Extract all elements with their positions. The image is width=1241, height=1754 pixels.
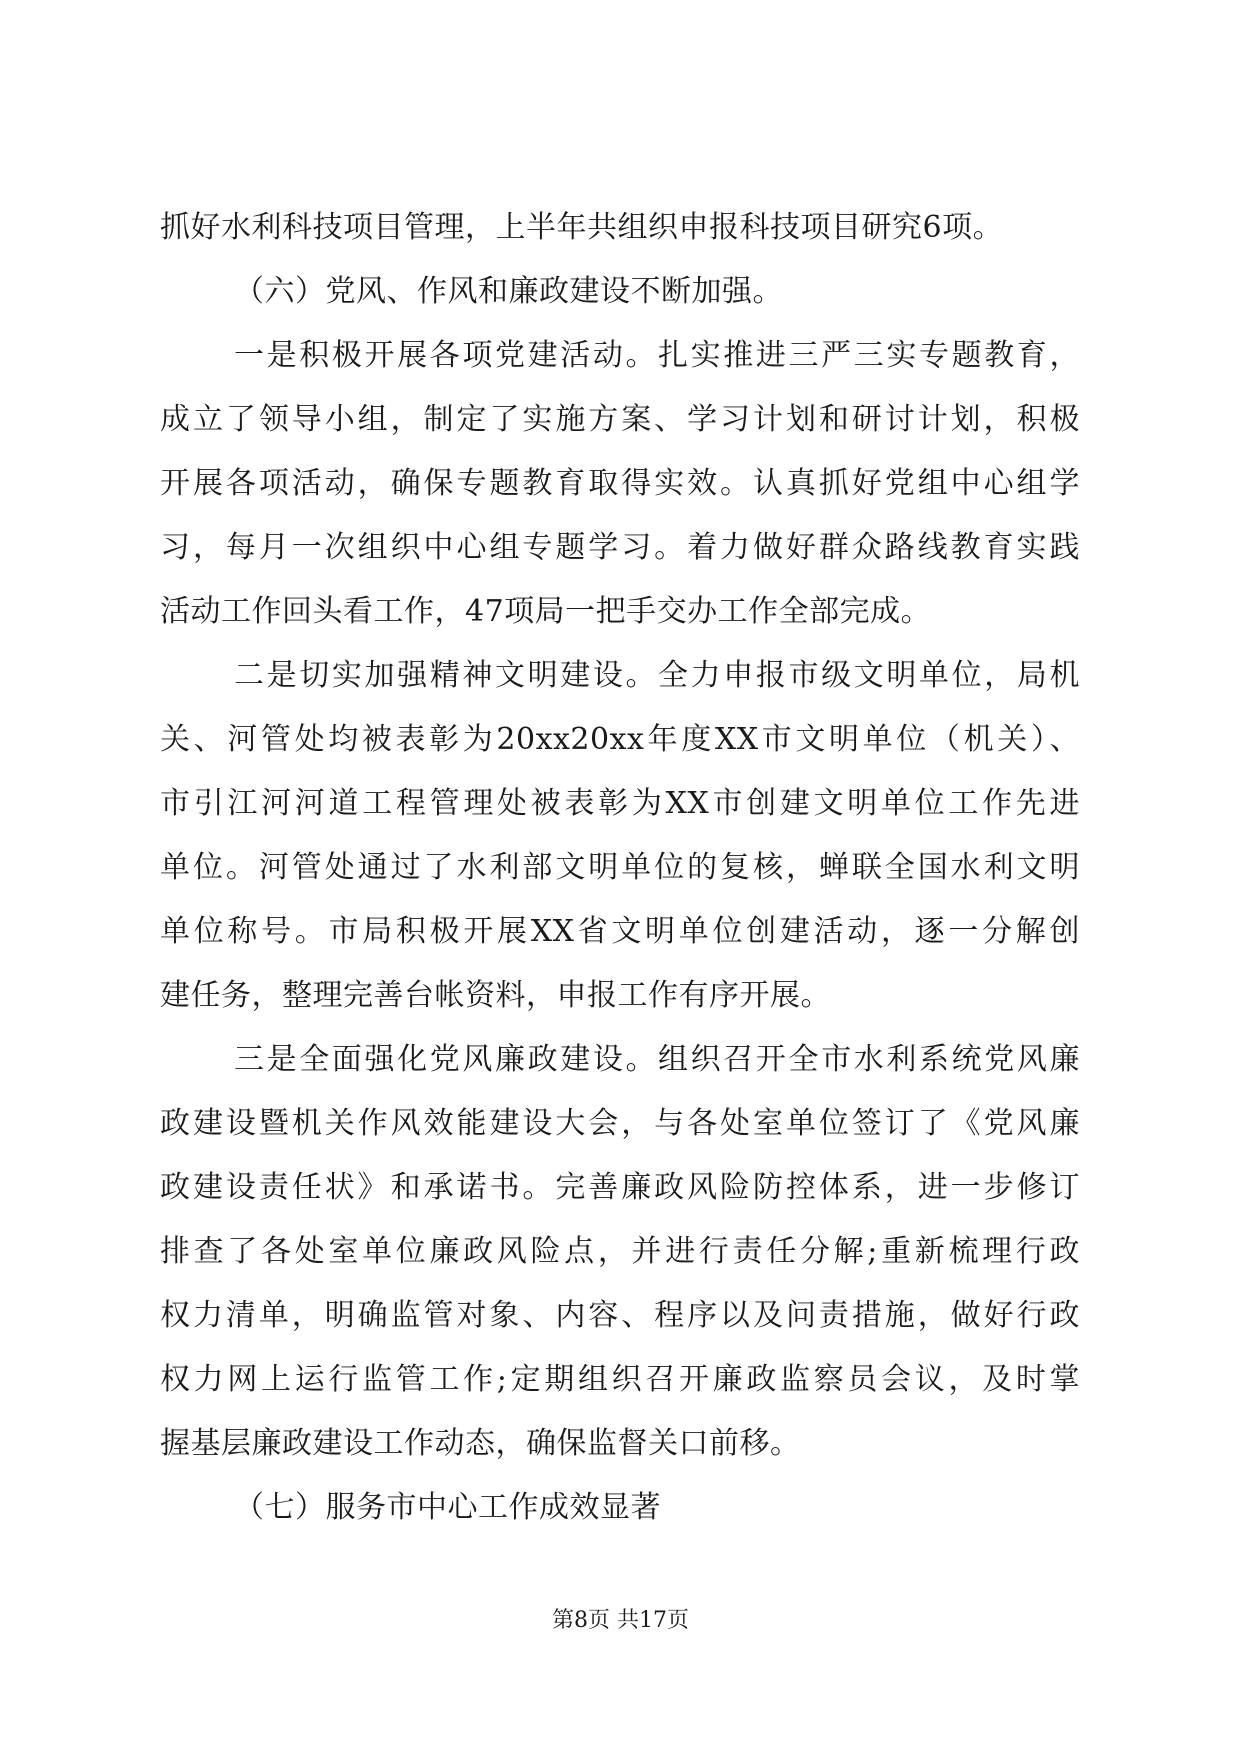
body-text [160,196,1080,1540]
paragraph-line: 单位称号。市局积极开展XX省文明单位创建活动，逐一分解创 [160,914,1080,949]
section-heading-7: （七）服务市中心工作成效显著 [234,1490,661,1525]
paragraph-line: 习，每月一次组织中心组专题学习。着力做好群众路线教育实践 [160,530,1080,565]
paragraph-line: 一是积极开展各项党建活动。扎实推进三严三实专题教育， [234,338,1080,373]
paragraph-line: 三是全面强化党风廉政建设。组织召开全市水利系统党风廉 [234,1042,1080,1077]
paragraph-line: 权力清单，明确监管对象、内容、程序以及问责措施，做好行政 [160,1298,1080,1333]
paragraph-line: 二是切实加强精神文明建设。全力申报市级文明单位，局机 [234,658,1080,693]
paragraph-line: 握基层廉政建设工作动态，确保监督关口前移。 [160,1426,801,1461]
paragraph-line: 权力网上运行监管工作;定期组织召开廉政监察员会议，及时掌 [160,1362,1080,1397]
page-number-footer: 第8页 共17页 [552,1608,689,1633]
paragraph-line: 政建设责任状》和承诺书。完善廉政风险防控体系，进一步修订 [160,1170,1080,1205]
paragraph-line: 成立了领导小组，制定了实施方案、学习计划和研讨计划，积极 [160,402,1080,437]
paragraph-line: 建任务，整理完善台帐资料，申报工作有序开展。 [160,978,831,1013]
paragraph-line: 关、河管处均被表彰为20xx20xx年度XX市文明单位（机关）、 [160,722,1080,757]
paragraph-line: 抓好水利科技项目管理，上半年共组织申报科技项目研究6项。 [160,210,1004,245]
paragraph-line: 政建设暨机关作风效能建设大会，与各处室单位签订了《党风廉 [160,1106,1080,1141]
paragraph-line: 单位。河管处通过了水利部文明单位的复核，蝉联全国水利文明 [160,850,1080,885]
paragraph-line: 开展各项活动，确保专题教育取得实效。认真抓好党组中心组学 [160,466,1080,501]
paragraph-line: 市引江河河道工程管理处被表彰为XX市创建文明单位工作先进 [160,786,1080,821]
section-heading-6: （六）党风、作风和廉政建设不断加强。 [234,274,783,309]
paragraph-line: 排查了各处室单位廉政风险点，并进行责任分解;重新梳理行政 [160,1234,1080,1269]
paragraph-line: 活动工作回头看工作，47项局一把手交办工作全部完成。 [160,594,932,629]
